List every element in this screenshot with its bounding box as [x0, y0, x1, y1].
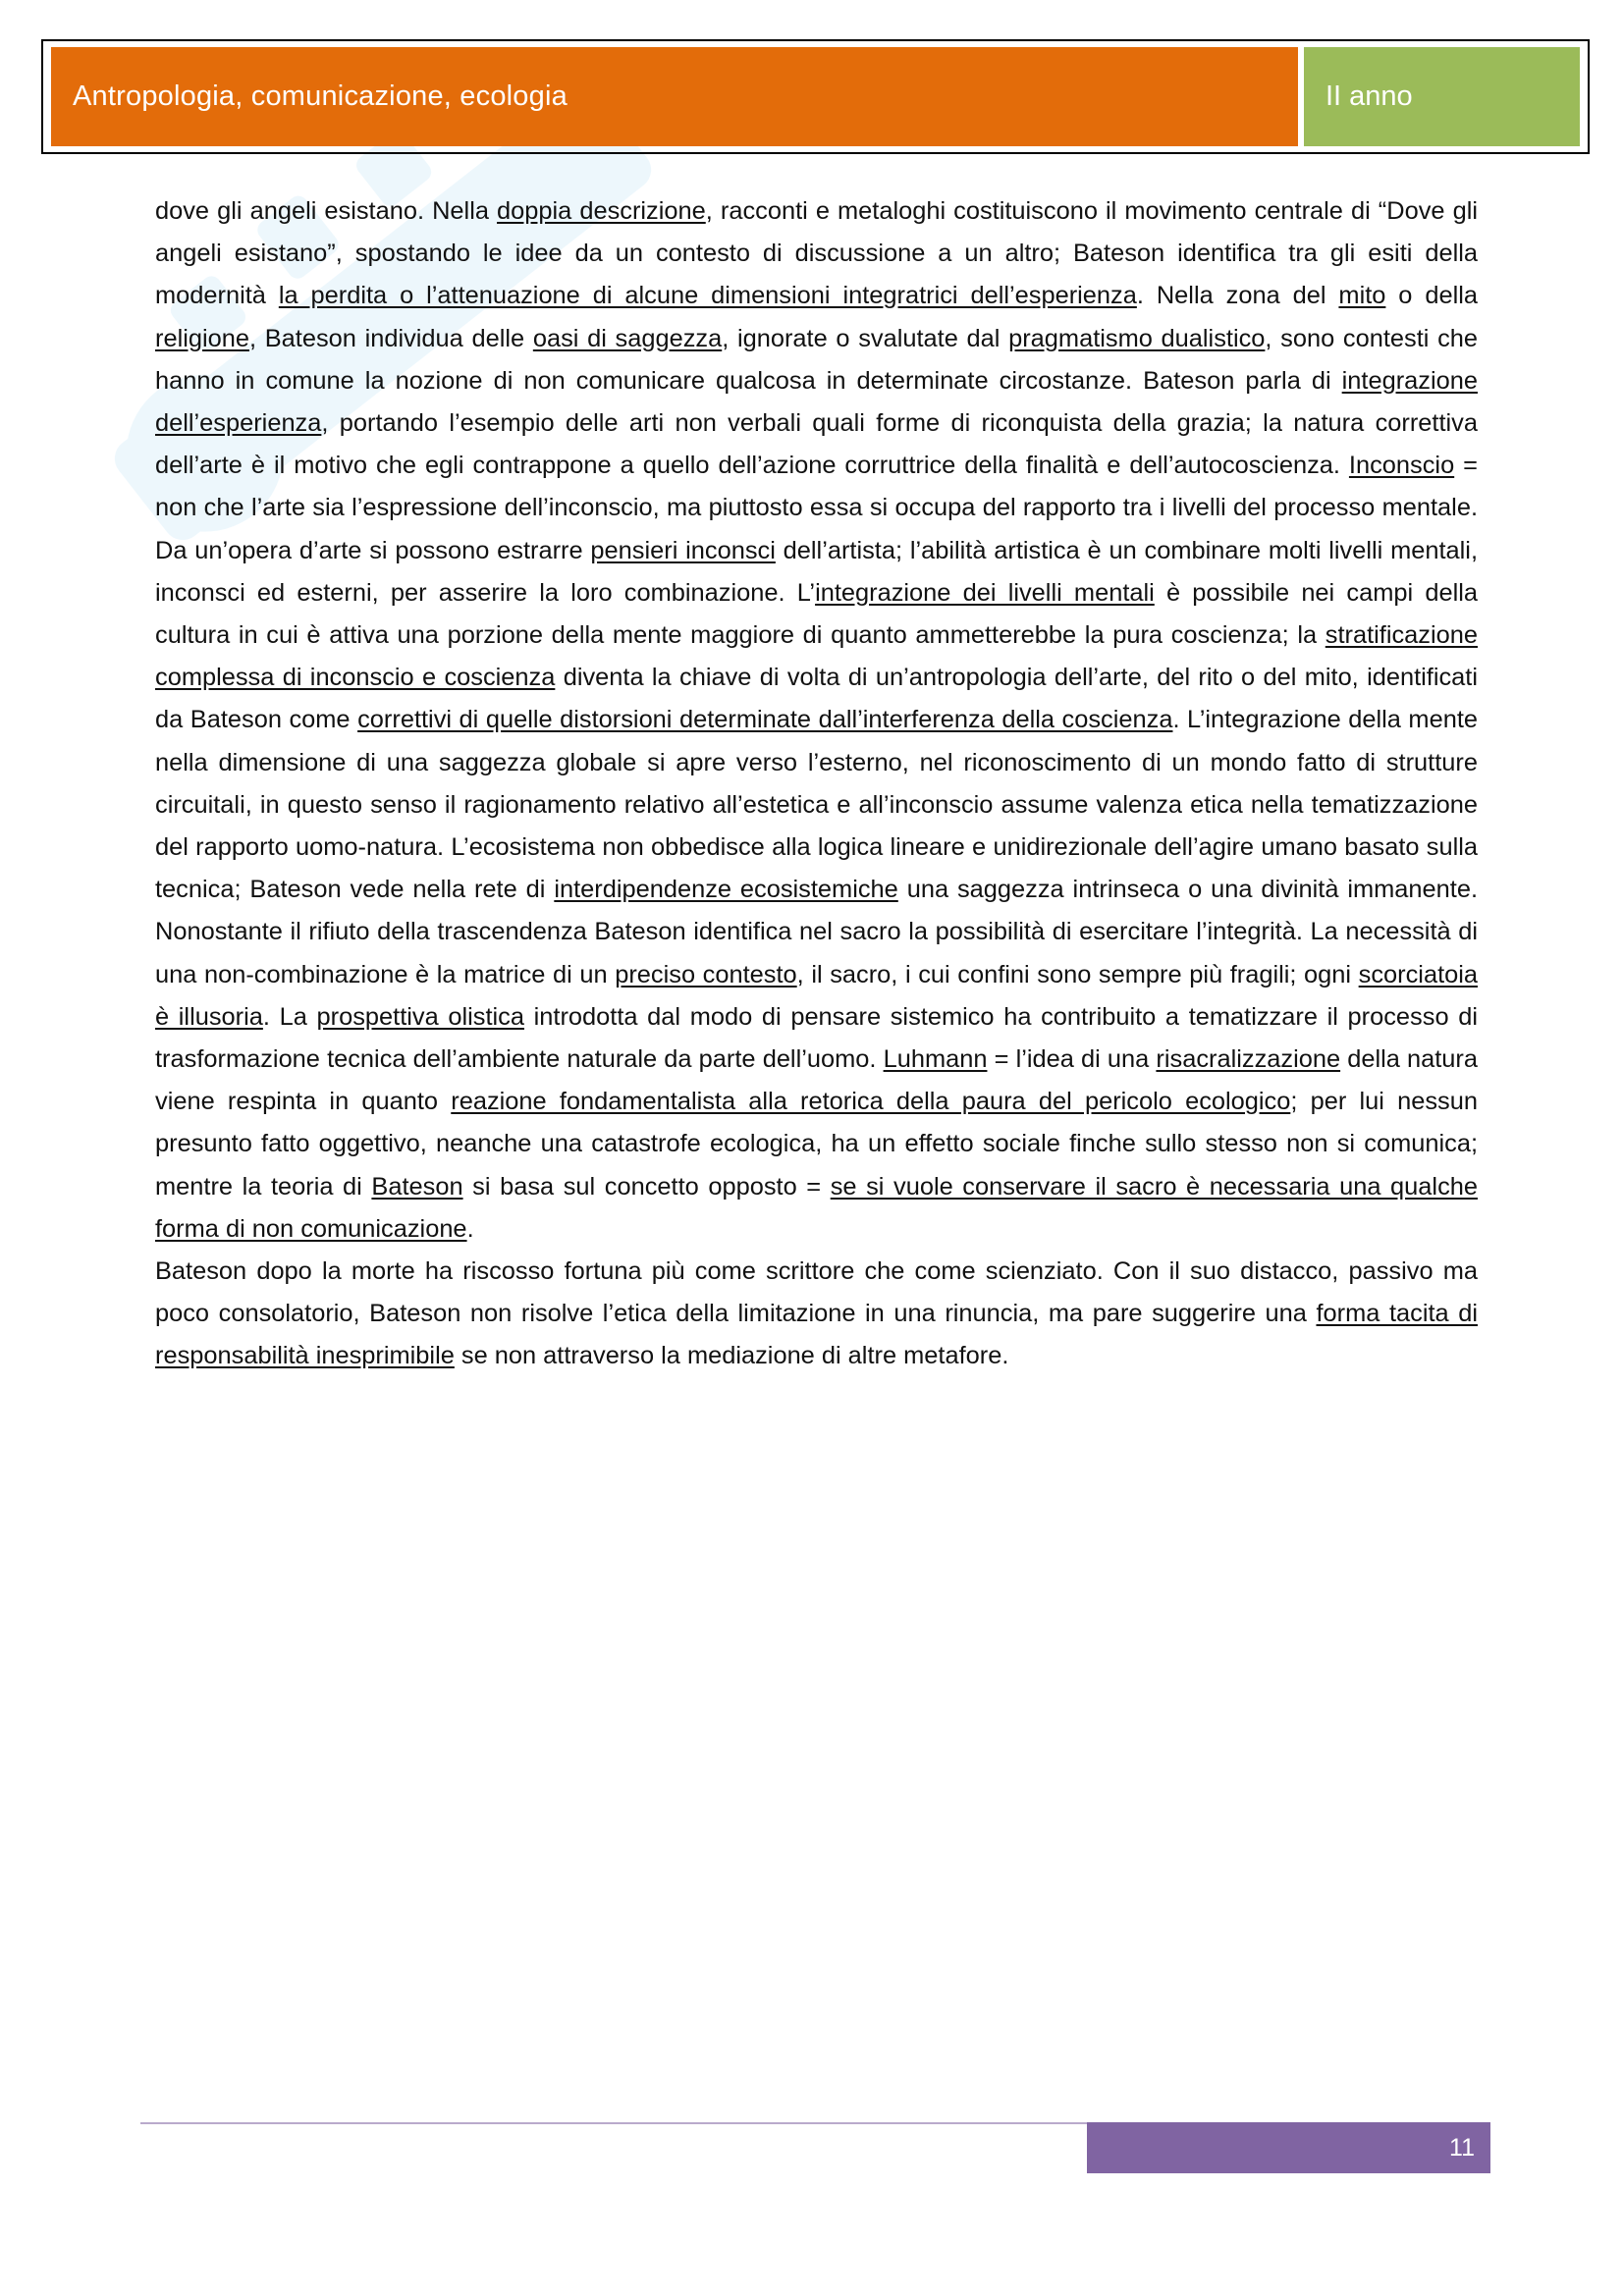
- text-run: dove gli angeli esistano. Nella: [155, 197, 498, 225]
- underlined-phrase: la perdita o l’attenuazione di alcune dimensioni integratrici dell’esperienza: [278, 282, 1137, 310]
- underlined-phrase: stratificazione complessa di inconscio e coscienza: [155, 621, 1478, 692]
- underlined-phrase: pensieri inconsci: [590, 536, 776, 564]
- page-number: 11: [1087, 2122, 1490, 2173]
- text-run: . La: [262, 1002, 317, 1031]
- underlined-phrase: integrazione dei livelli mentali: [815, 578, 1155, 607]
- text-run: . Nella zona del: [1136, 282, 1339, 310]
- text-run: è possibile nei campi della cultura in cui è attiva una porzione della mente maggiore di quanto ammetterebbe la pura coscienza; la: [155, 578, 1478, 650]
- text-run: dell’artista; l’abilità artistica è un combinare molti livelli mentali, inconsci ed esterni, per asserire la loro combinazione. L’: [155, 536, 1478, 607]
- text-run: . L’integrazione della mente nella dimensione di una saggezza globale si apre verso l’esterno, nel riconoscimento di un mondo fatto di strutture circuitali, in questo senso il ragionamento relativo all’estetica e all’inconscio assume valenza etica nella tematizzazione del rapporto uomo-natura. L’ecosistema non obbedisce alla logica lineare e unidirezionale dell’agire umano basato sulla tecnica; Bateson vede nella rete di: [155, 706, 1478, 904]
- text-run: introdotta dal modo di pensare sistemico ha contribuito a tematizzare il processo di trasformazione tecnica dell’ambiente naturale da parte dell’uomo.: [155, 1002, 1478, 1074]
- paragraph-2: [155, 1251, 1478, 1378]
- underlined-phrase: pragmatismo dualistico: [1008, 324, 1266, 352]
- page-header: [41, 39, 1590, 154]
- underlined-phrase: interdipendenze ecosistemiche: [554, 876, 898, 904]
- header-year: II anno: [1304, 47, 1580, 146]
- footer-divider: [140, 2122, 1088, 2124]
- text-run: = non che l’arte sia l’espressione dell’inconscio, ma piuttosto essa si occupa del rapporto tra i livelli del processo mentale. Da un’opera d’arte si possono estrarre: [155, 452, 1478, 564]
- text-run: .: [466, 1214, 474, 1243]
- text-run: = l’idea di una: [987, 1045, 1157, 1074]
- text-run: , portando l’esempio delle arti non verbali quali forme di riconquista della grazia; la natura correttiva dell’arte è il motivo che egli contrappone a quello dell’azione corruttrice della finalità e dell’autocoscienza.: [155, 409, 1478, 480]
- paragraph-1: [155, 190, 1478, 1251]
- text-run: Bateson dopo la morte ha riscosso fortuna più come scrittore che come scienziato. Con il suo distacco, passivo ma poco consolatorio, Bateson non risolve l’etica della limitazione in una rinuncia, ma pare suggerire una: [155, 1257, 1478, 1328]
- underlined-phrase: mito: [1338, 282, 1386, 310]
- underlined-phrase: doppia descrizione: [497, 197, 706, 225]
- underlined-phrase: religione: [155, 324, 249, 352]
- text-run: se non attraverso la mediazione di altre metafore.: [454, 1342, 1009, 1370]
- underlined-phrase: risacralizzazione: [1156, 1045, 1341, 1074]
- underlined-phrase: scorciatoia è illusoria: [155, 960, 1479, 1031]
- text-run: della natura viene respinta in quanto: [155, 1045, 1479, 1116]
- text-run: , ignorate o svalutate dal: [722, 324, 1009, 352]
- underlined-phrase: se si vuole conservare il sacro è necessaria una qualche forma di non comunicazione: [155, 1172, 1479, 1243]
- text-run: si basa sul concetto opposto =: [462, 1172, 831, 1201]
- underlined-phrase: Bateson: [371, 1172, 463, 1201]
- body-text: [155, 190, 1478, 1378]
- text-run: una saggezza intrinseca o una divinità immanente. Nonostante il rifiuto della trascendenza Bateson identifica nel sacro la possibilità di esercitare l’integrità. La necessità di una non-combinazione è la matrice di un: [155, 876, 1479, 988]
- underlined-phrase: forma tacita di responsabilità inesprimibile: [155, 1300, 1478, 1370]
- underlined-phrase: prospettiva olistica: [316, 1002, 524, 1031]
- underlined-phrase: Luhmann: [883, 1045, 988, 1074]
- text-run: ; per lui nessun presunto fatto oggettivo, neanche una catastrofe ecologica, ha un effetto sociale finche sullo stesso non si comunica; mentre la teoria di: [155, 1088, 1478, 1201]
- text-run: , sono contesti che hanno in comune la nozione di non comunicare qualcosa in determinate circostanze. Bateson parla di: [155, 324, 1479, 395]
- underlined-phrase: oasi di saggezza: [532, 324, 723, 352]
- underlined-phrase: integrazione dell’esperienza: [155, 366, 1478, 438]
- text-run: o della: [1385, 282, 1478, 310]
- text-run: , Bateson individua delle: [248, 324, 533, 352]
- underlined-phrase: Inconscio: [1348, 452, 1455, 480]
- text-run: , il sacro, i cui confini sono sempre più fragili; ogni: [796, 960, 1359, 988]
- text-run: , racconti e metaloghi costituiscono il movimento centrale di “Dove gli angeli esistano”, spostando le idee da un contesto di discussione a un altro; Bateson identifica tra gli esiti della modernità: [155, 197, 1478, 310]
- underlined-phrase: correttivi di quelle distorsioni determinate dall’interferenza della coscienza: [357, 706, 1173, 734]
- underlined-phrase: preciso contesto: [615, 960, 797, 988]
- text-run: diventa la chiave di volta di un’antropologia dell’arte, del rito o del mito, identificati da Bateson come: [155, 664, 1478, 734]
- underlined-phrase: reazione fondamentalista alla retorica della paura del pericolo ecologico: [451, 1088, 1291, 1116]
- header-title: Antropologia, comunicazione, ecologia: [51, 47, 1298, 146]
